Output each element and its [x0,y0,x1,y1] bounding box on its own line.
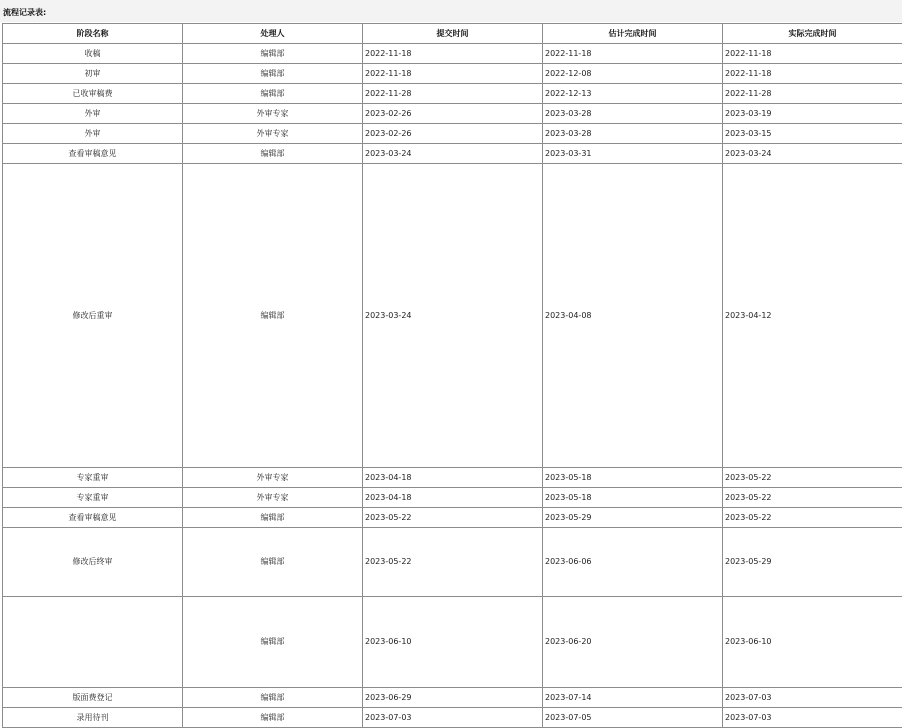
stage-cell: 修改后重审 [3,164,183,468]
stage-cell: 查看审稿意见 [3,144,183,164]
table-header-row [3,24,902,44]
actual-cell: 2023-03-19 [723,104,902,124]
actual-cell: 2023-03-24 [723,144,902,164]
table-row [3,488,902,508]
actual-cell: 2023-07-03 [723,688,902,708]
page-title: 流程记录表: [3,7,46,19]
actual-cell: 2023-07-03 [723,708,902,728]
handler-cell: 编辑部 [183,597,363,688]
column-header-stage: 阶段名称 [3,24,183,44]
handler-cell: 编辑部 [183,528,363,597]
stage-cell: 外审 [3,124,183,144]
submitted-cell: 2023-03-24 [363,144,543,164]
estimated-cell: 2023-06-20 [543,597,723,688]
submitted-cell: 2023-05-22 [363,528,543,597]
table-row [3,84,902,104]
submitted-cell: 2023-06-10 [363,597,543,688]
handler-cell: 编辑部 [183,164,363,468]
stage-cell: 查看审稿意见 [3,508,183,528]
table-row [3,528,902,597]
handler-cell: 外审专家 [183,468,363,488]
estimated-cell: 2023-05-29 [543,508,723,528]
actual-cell: 2023-05-22 [723,488,902,508]
submitted-cell: 2023-02-26 [363,124,543,144]
handler-cell: 外审专家 [183,104,363,124]
submitted-cell: 2023-07-03 [363,708,543,728]
column-header-handler: 处理人 [183,24,363,44]
stage-cell: 专家重审 [3,488,183,508]
submitted-cell: 2023-05-22 [363,508,543,528]
submitted-cell: 2023-04-18 [363,488,543,508]
stage-cell: 收稿 [3,44,183,64]
submitted-cell: 2023-02-26 [363,104,543,124]
actual-cell: 2023-03-15 [723,124,902,144]
stage-cell: 外审 [3,104,183,124]
estimated-cell: 2022-12-13 [543,84,723,104]
estimated-cell: 2022-11-18 [543,44,723,64]
table-row [3,104,902,124]
estimated-cell: 2023-03-28 [543,124,723,144]
table-row [3,124,902,144]
actual-cell: 2023-05-29 [723,528,902,597]
estimated-cell: 2023-05-18 [543,468,723,488]
actual-cell: 2023-04-12 [723,164,902,468]
estimated-cell: 2022-12-08 [543,64,723,84]
table-row [3,44,902,64]
handler-cell: 外审专家 [183,488,363,508]
submitted-cell: 2023-03-24 [363,164,543,468]
title-bar [0,0,902,22]
stage-cell: 录用待刊 [3,708,183,728]
actual-cell: 2023-06-10 [723,597,902,688]
table-row [3,64,902,84]
table-row [3,468,902,488]
handler-cell: 编辑部 [183,44,363,64]
table-row [3,164,902,468]
column-header-estimated: 估计完成时间 [543,24,723,44]
process-record-table [2,23,902,728]
stage-cell: 专家重审 [3,468,183,488]
handler-cell: 编辑部 [183,144,363,164]
actual-cell: 2023-05-22 [723,468,902,488]
table-row [3,688,902,708]
handler-cell: 编辑部 [183,84,363,104]
table-body [3,44,902,728]
estimated-cell: 2023-04-08 [543,164,723,468]
submitted-cell: 2022-11-18 [363,64,543,84]
actual-cell: 2022-11-18 [723,44,902,64]
estimated-cell: 2023-03-31 [543,144,723,164]
actual-cell: 2022-11-18 [723,64,902,84]
stage-cell: 初审 [3,64,183,84]
stage-cell: 修改后终审 [3,528,183,597]
column-header-actual: 实际完成时间 [723,24,902,44]
table-row [3,597,902,688]
column-header-submitted: 提交时间 [363,24,543,44]
table-row [3,708,902,728]
estimated-cell: 2023-07-14 [543,688,723,708]
handler-cell: 编辑部 [183,688,363,708]
stage-cell [3,597,183,688]
submitted-cell: 2022-11-28 [363,84,543,104]
handler-cell: 编辑部 [183,508,363,528]
table-row [3,144,902,164]
handler-cell: 外审专家 [183,124,363,144]
estimated-cell: 2023-05-18 [543,488,723,508]
actual-cell: 2022-11-28 [723,84,902,104]
submitted-cell: 2022-11-18 [363,44,543,64]
submitted-cell: 2023-06-29 [363,688,543,708]
stage-cell: 版面费登记 [3,688,183,708]
estimated-cell: 2023-06-06 [543,528,723,597]
handler-cell: 编辑部 [183,64,363,84]
stage-cell: 已收审稿费 [3,84,183,104]
actual-cell: 2023-05-22 [723,508,902,528]
handler-cell: 编辑部 [183,708,363,728]
table-row [3,508,902,528]
submitted-cell: 2023-04-18 [363,468,543,488]
estimated-cell: 2023-07-05 [543,708,723,728]
estimated-cell: 2023-03-28 [543,104,723,124]
